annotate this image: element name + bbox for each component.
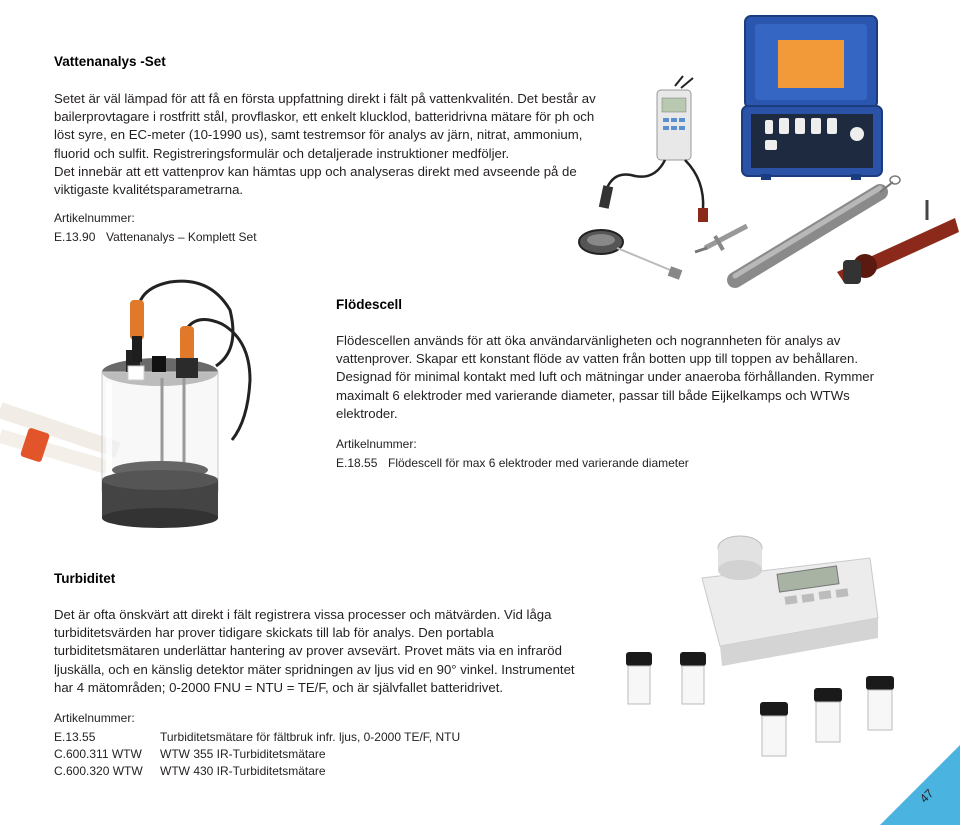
article-label: Artikelnummer: (54, 211, 135, 225)
case-image (742, 16, 882, 180)
article-desc: Flödescell för max 6 elektroder med varierande diameter (388, 456, 689, 470)
article-row (54, 763, 460, 780)
article-row (54, 729, 460, 746)
handheld-meter-image (599, 76, 708, 222)
product-image-turbiditet (610, 528, 920, 778)
article-label: Artikelnummer: (336, 437, 417, 451)
paragraph: Flödescellen används för att öka användarvänligheten och nogrannheten för analys av vattenprover. Skapar ett konstant flöde av vatten från botten upp till toppen av behållaren. Designad för minimal kontakt med luft och mätningar under anaeroba förhållanden. Rymmer maximalt 6 elektroder med varierande diameter, passar till både Eijkelkamps och WTWs elektroder. (336, 333, 875, 421)
article-code: C.600.311 WTW (54, 747, 142, 761)
paragraph: Det är ofta önskvärt att direkt i fält registrera vissa processer och mätvärden. Vid låga turbiditetsvärden har prover tidigare skickats till lab för analys. Den portabla turbiditetsmätaren underlättar hantering av prover avsevärt. Provet mäts via en infraröd ljuskälla, och en känslig detektor mäter spridningen av ljus vid en 90° vinkel. Instrumentet har 4 mätområden; 0-2000 FNU = NTU = TE/F, och är självfallet batteridrivet. (54, 607, 575, 695)
section-title-flodescell: Flödescell (336, 297, 403, 312)
vial-image (814, 688, 842, 742)
article-list (54, 729, 460, 780)
paragraph: Setet är väl lämpad för att få en första uppfattning direkt i fält på vattenkvalitén. Det består av bailerprovtagare i rostfritt stål, provflaskor, ett enkelt klucklod, batteridrivna mätare för ph och löst syre, en EC-meter (10-1990 us), samt testremsor för analys av järn, nitrat, ammonium, fluorid och sulfit. Registreringsformulär och detaljerade instruktioner medföljer. (54, 91, 596, 161)
article-desc: WTW 430 IR-Turbiditetsmätare (160, 764, 326, 778)
product-image-flodescell (0, 270, 265, 532)
article-desc: Turbiditetsmätare för fältbruk infr. ljus, 0-2000 TE/F, NTU (160, 730, 461, 744)
product-image-vattenanalys-set (575, 10, 960, 295)
section-title-vattenanalys: Vattenanalys -Set (54, 54, 166, 69)
page-corner-shape (880, 745, 960, 825)
vial-image (866, 676, 894, 730)
paragraph: Det innebär att ett vattenprov kan hämtas upp och analyseras direkt med avseende på de viktigaste kvalitétsparametrarna. (54, 163, 577, 198)
article-row (54, 229, 257, 246)
tape-reel-image (579, 230, 682, 280)
article-row (54, 746, 460, 763)
section-title-turbiditet: Turbiditet (54, 571, 116, 586)
page-number: 47 (917, 786, 937, 806)
page-corner (880, 745, 960, 825)
section-body-vattenanalys (54, 90, 609, 199)
article-code: E.13.90 (54, 230, 96, 244)
article-row (336, 455, 689, 472)
vial-image (680, 652, 706, 704)
article-label: Artikelnummer: (54, 711, 135, 725)
section-body-turbiditet (54, 606, 590, 697)
section-body-flodescell (336, 332, 906, 423)
probe-image (695, 226, 747, 252)
article-desc: WTW 355 IR-Turbiditetsmätare (160, 747, 326, 761)
vial-image (760, 702, 788, 756)
article-code: C.600.320 WTW (54, 764, 143, 778)
article-code: E.13.55 (54, 730, 96, 744)
article-code: E.18.55 (336, 456, 378, 470)
article-desc: Vattenanalys – Komplett Set (106, 230, 257, 244)
vial-image (626, 652, 652, 704)
